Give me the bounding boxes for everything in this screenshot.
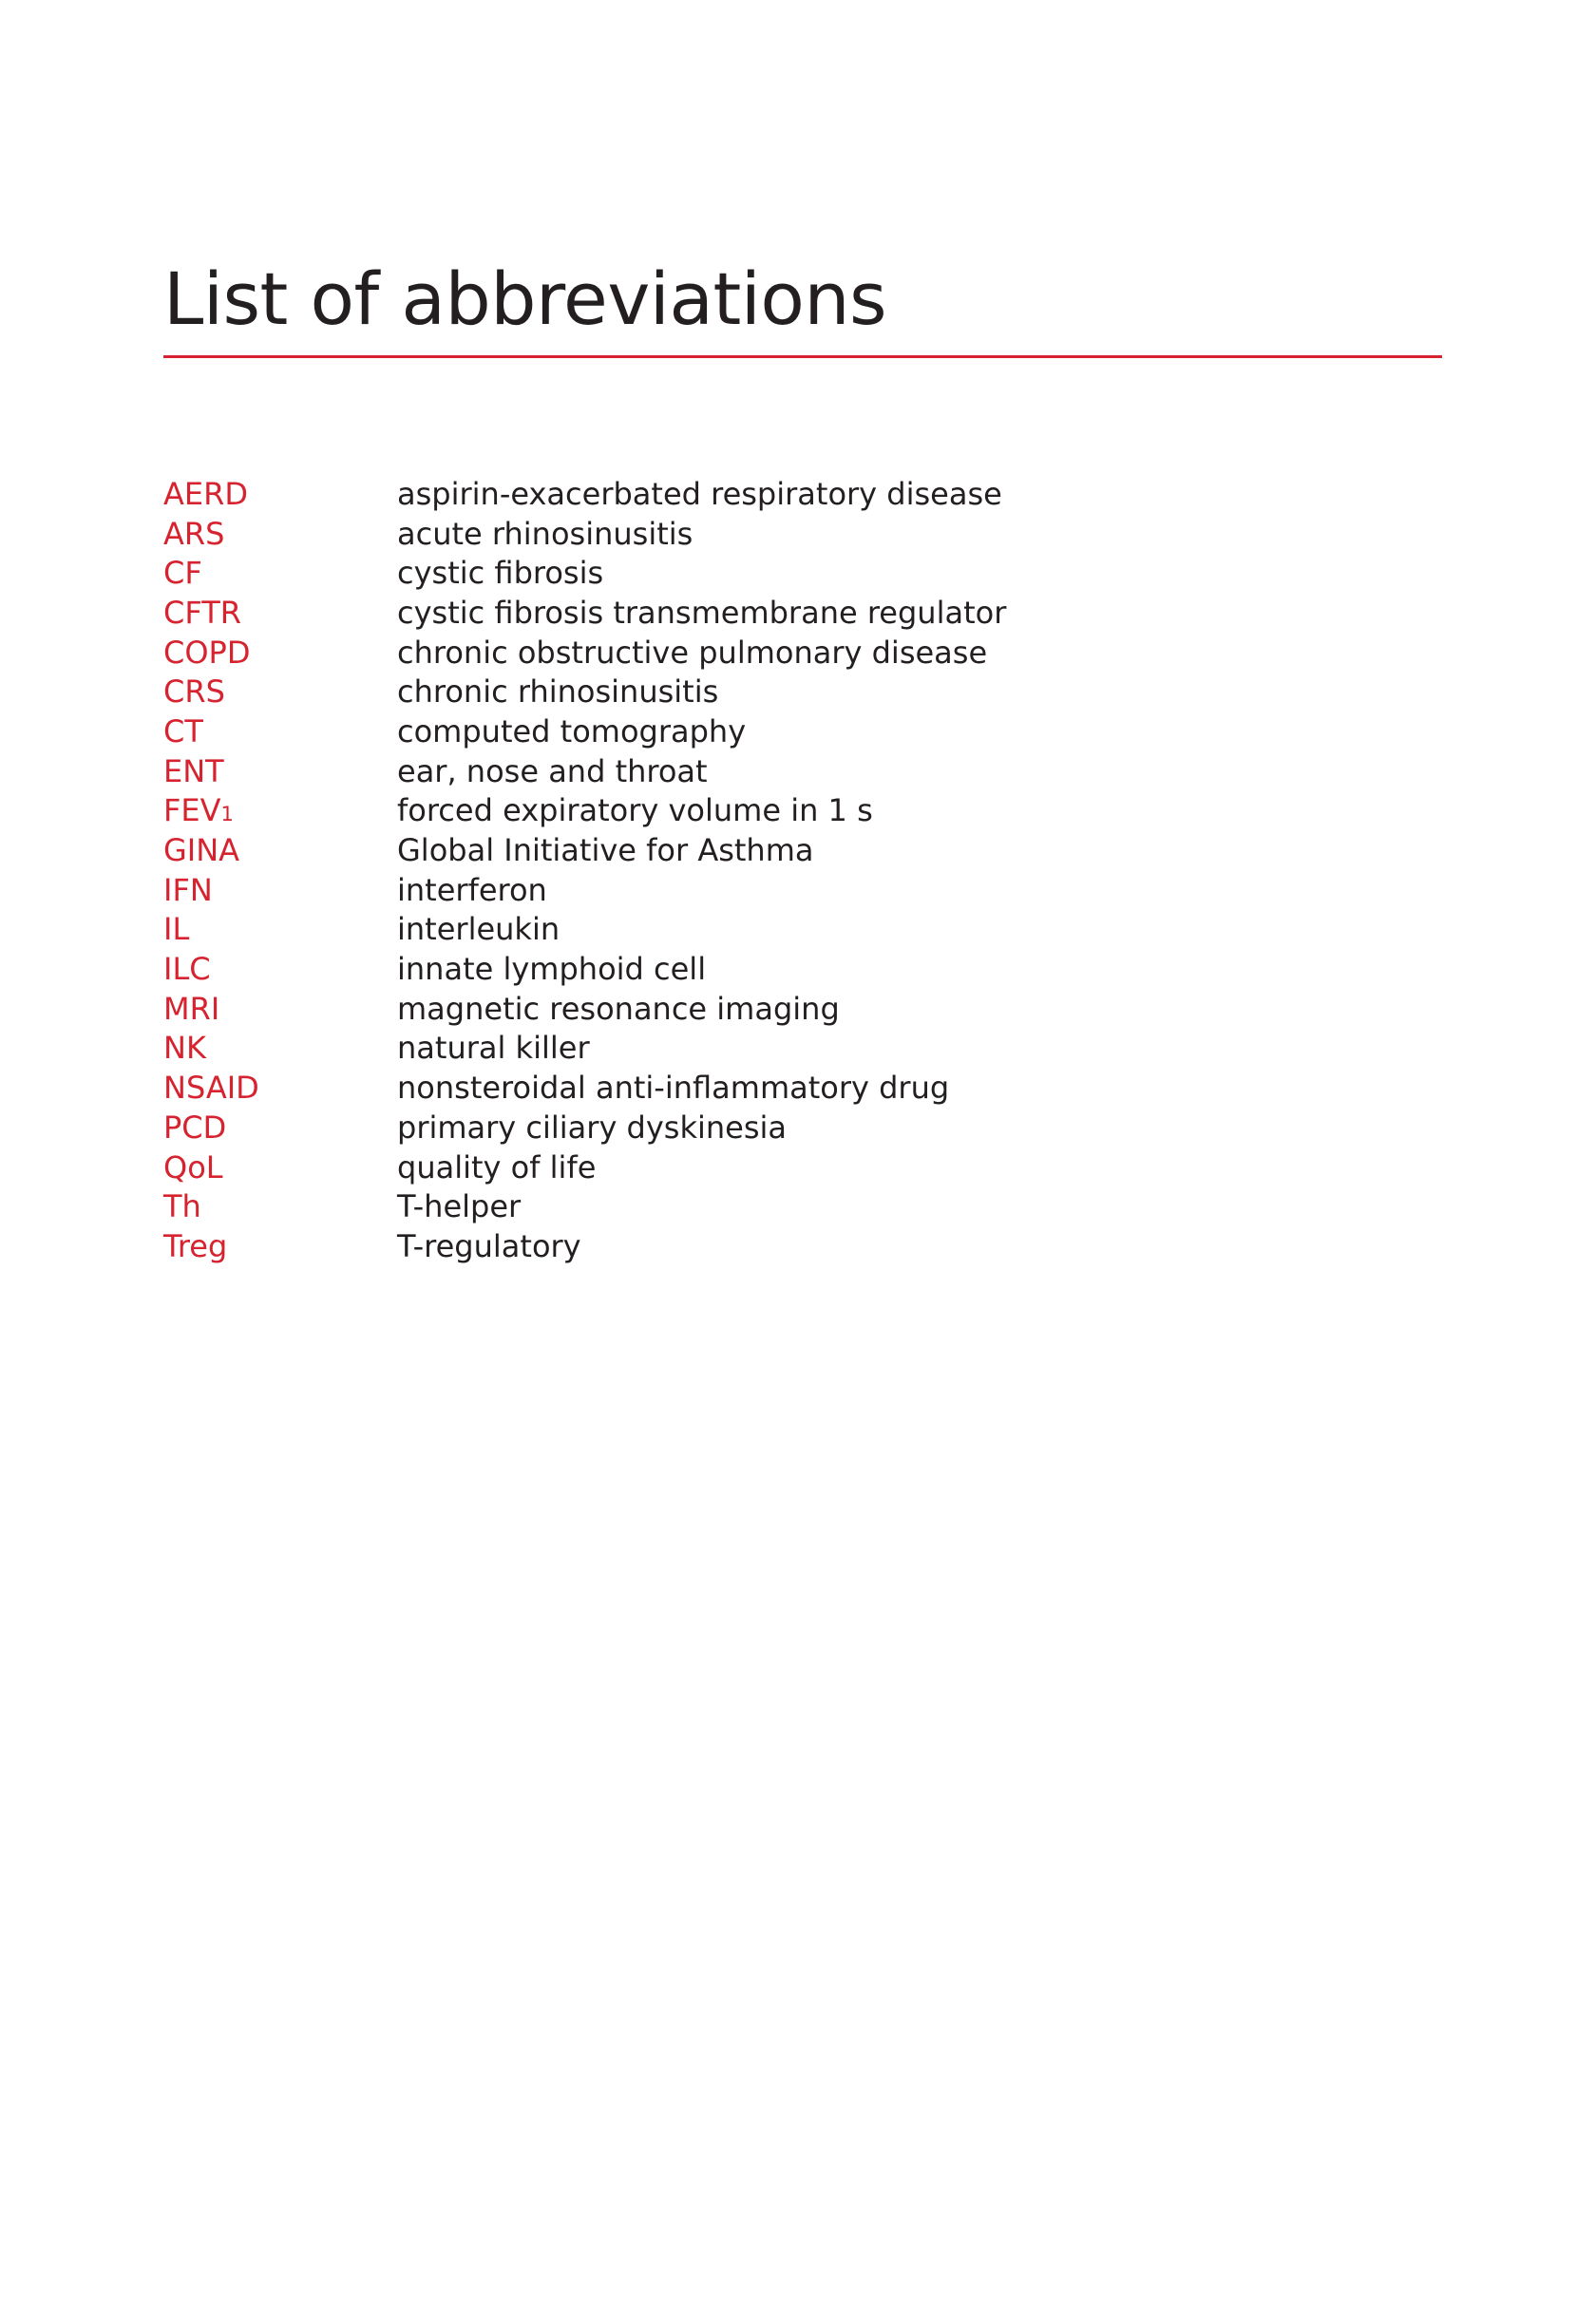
abbreviation-definition: chronic rhinosinusitis <box>397 673 719 711</box>
page-title: List of abbreviations <box>163 256 887 341</box>
title-divider <box>163 355 1442 358</box>
abbreviation-term: CF <box>163 555 202 592</box>
abbreviation-row <box>163 1186 1006 1226</box>
abbreviation-term: IL <box>163 911 190 948</box>
abbreviation-row <box>163 910 1006 950</box>
abbreviation-definition: innate lymphoid cell <box>397 951 707 988</box>
abbreviation-row <box>163 553 1006 593</box>
abbreviation-term: GINA <box>163 832 240 869</box>
abbreviation-term: CFTR <box>163 594 241 631</box>
abbreviation-term-subscript: 1 <box>220 803 234 826</box>
abbreviation-term: IFN <box>163 871 213 908</box>
abbreviation-row <box>163 949 1006 989</box>
abbreviation-term: CRS <box>163 673 225 711</box>
abbreviation-definition: forced expiratory volume in 1 s <box>397 792 873 829</box>
abbreviation-row <box>163 1108 1006 1148</box>
abbreviation-row <box>163 514 1006 554</box>
abbreviation-definition: Global Initiative for Asthma <box>397 832 814 869</box>
abbreviation-row <box>163 830 1006 870</box>
abbreviation-definition: chronic obstructive pulmonary disease <box>397 634 988 671</box>
abbreviation-definition: interferon <box>397 871 547 908</box>
abbreviation-term: NK <box>163 1030 206 1067</box>
abbreviation-row <box>163 989 1006 1029</box>
abbreviation-definition: cystic fibrosis <box>397 555 604 592</box>
abbreviation-row <box>163 593 1006 633</box>
abbreviation-term: ILC <box>163 951 211 988</box>
abbreviation-definition: cystic fibrosis transmembrane regulator <box>397 594 1007 631</box>
abbreviation-definition: natural killer <box>397 1030 590 1067</box>
abbreviation-definition: computed tomography <box>397 712 747 749</box>
abbreviation-definition: T-helper <box>397 1188 522 1225</box>
abbreviation-term: Th <box>163 1188 201 1225</box>
abbreviation-list <box>163 474 1006 1266</box>
abbreviation-term-base: FEV <box>163 792 221 829</box>
abbreviation-row <box>163 870 1006 910</box>
abbreviation-definition: acute rhinosinusitis <box>397 515 694 552</box>
abbreviation-definition: interleukin <box>397 911 560 948</box>
abbreviation-term: AERD <box>163 475 248 512</box>
abbreviation-row <box>163 1029 1006 1069</box>
abbreviation-term: PCD <box>163 1109 227 1146</box>
abbreviation-row <box>163 1226 1006 1266</box>
abbreviation-term: COPD <box>163 634 251 671</box>
abbreviation-term: Treg <box>163 1227 228 1264</box>
abbreviation-definition: magnetic resonance imaging <box>397 990 840 1027</box>
abbreviation-definition: ear, nose and throat <box>397 752 708 789</box>
abbreviation-term: QoL <box>163 1148 223 1185</box>
abbreviation-row <box>163 791 1006 831</box>
abbreviation-definition: aspirin-exacerbated respiratory disease <box>397 475 1002 512</box>
abbreviation-term: NSAID <box>163 1070 259 1107</box>
abbreviation-term: ARS <box>163 515 225 552</box>
abbreviation-term <box>163 792 397 828</box>
abbreviation-definition: T-regulatory <box>397 1227 581 1264</box>
abbreviation-row <box>163 1068 1006 1108</box>
abbreviation-row <box>163 751 1006 791</box>
abbreviation-definition: primary ciliary dyskinesia <box>397 1109 788 1146</box>
abbreviation-definition: quality of life <box>397 1148 597 1185</box>
abbreviation-term: MRI <box>163 990 220 1027</box>
abbreviation-row <box>163 1148 1006 1187</box>
abbreviation-row <box>163 711 1006 751</box>
abbreviation-row <box>163 672 1006 711</box>
abbreviation-row <box>163 633 1006 673</box>
abbreviation-term: CT <box>163 712 203 749</box>
abbreviation-term: ENT <box>163 752 224 789</box>
abbreviation-row <box>163 474 1006 514</box>
abbreviation-definition: nonsteroidal anti-inflammatory drug <box>397 1070 950 1107</box>
